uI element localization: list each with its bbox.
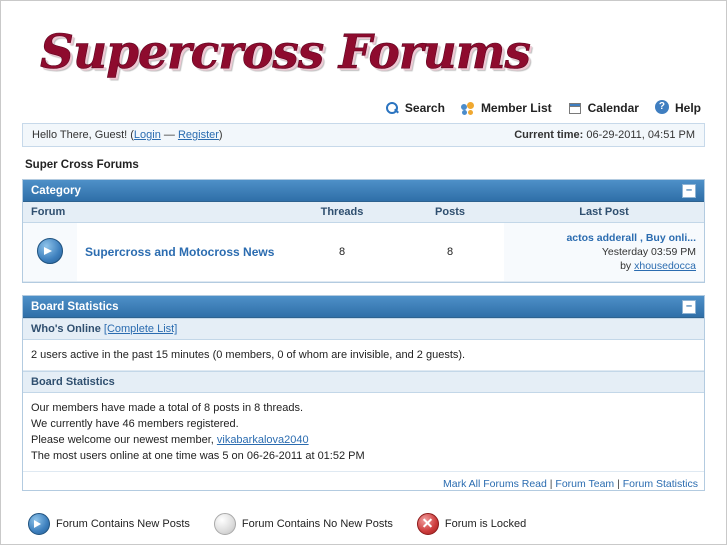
category-block-header xyxy=(23,180,704,202)
welcome-greeting-end: ) xyxy=(218,129,223,141)
collapse-category-button[interactable]: – xyxy=(682,184,696,198)
welcome-greeting-text: Hello There, Guest! ( xyxy=(32,129,134,141)
forum-link[interactable]: Supercross and Motocross News xyxy=(85,245,275,259)
current-time-label: Current time: xyxy=(514,129,584,141)
footer-sep-2: | xyxy=(614,478,623,490)
forum-statistics-link[interactable]: Forum Statistics xyxy=(622,478,698,490)
legend-no-new-posts xyxy=(214,513,393,535)
last-post-author-line xyxy=(620,260,696,272)
column-posts: Posts xyxy=(396,202,504,223)
board-statistics-subheader: Board Statistics xyxy=(23,371,704,393)
nav-member-list-label: Member List xyxy=(480,101,552,115)
register-link[interactable]: Register xyxy=(177,129,219,141)
whos-online-header xyxy=(23,318,704,340)
current-time-value: 06-29-2011, 04:51 PM xyxy=(586,129,695,141)
whos-online-text: 2 users active in the past 15 minutes (0 members, 0 of whom are invisible, and 2 guests). xyxy=(23,340,704,371)
complete-list-link[interactable]: [Complete List] xyxy=(103,323,178,335)
category-block xyxy=(22,179,705,283)
nav-calendar-label: Calendar xyxy=(587,101,639,115)
nav-search[interactable] xyxy=(385,101,445,116)
newest-member-link[interactable]: vikabarkalova2040 xyxy=(216,434,309,446)
legend-locked-label: Forum is Locked xyxy=(444,518,527,530)
stat-line-record: The most users online at one time was 5 on 06-26-2011 at 01:52 PM xyxy=(31,450,365,462)
login-link[interactable]: Login xyxy=(133,129,161,141)
current-time xyxy=(514,129,695,141)
whos-online-complete-list xyxy=(104,323,177,335)
column-threads: Threads xyxy=(288,202,396,223)
welcome-bar xyxy=(22,123,705,147)
stat-line-members: We currently have 46 members registered. xyxy=(31,418,239,430)
forum-team-link[interactable]: Forum Team xyxy=(555,478,615,490)
last-post-title-link[interactable]: actos adderall , Buy onli... xyxy=(566,232,696,244)
forum-locked-icon xyxy=(417,513,439,535)
forum-footer-links xyxy=(23,472,704,490)
page-inner xyxy=(22,1,705,535)
help-icon xyxy=(655,101,670,116)
legend-no-new-posts-label: Forum Contains No New Posts xyxy=(241,518,393,530)
forum-status-cell xyxy=(23,223,77,282)
collapse-statistics-button[interactable]: – xyxy=(682,300,696,314)
nav-member-list[interactable] xyxy=(461,101,552,116)
forum-new-posts-icon[interactable] xyxy=(37,238,63,264)
mark-all-forums-read-link[interactable]: Mark All Forums Read xyxy=(442,478,547,490)
forum-threads-count: 8 xyxy=(288,223,396,282)
board-statistics-title: Board Statistics xyxy=(31,300,119,313)
forum-posts-count: 8 xyxy=(396,223,504,282)
forum-new-posts-icon xyxy=(28,513,50,535)
forum-legend xyxy=(22,503,705,535)
table-row xyxy=(23,223,704,282)
last-post-time: Yesterday 03:59 PM xyxy=(601,246,696,258)
column-forum: Forum xyxy=(23,202,288,223)
column-last-post: Last Post xyxy=(504,202,704,223)
nav-help[interactable] xyxy=(655,101,701,116)
legend-new-posts xyxy=(28,513,190,535)
whos-online-label: Who's Online xyxy=(31,323,101,335)
calendar-icon xyxy=(568,101,583,116)
stat-line-posts: Our members have made a total of 8 posts in 8 threads. xyxy=(31,402,304,414)
nav-search-label: Search xyxy=(404,101,445,115)
welcome-greeting xyxy=(32,129,223,141)
board-statistics-block xyxy=(22,295,705,491)
forum-table xyxy=(23,202,704,282)
last-post-author-link[interactable]: xhousedocca xyxy=(634,260,696,272)
last-post-by-label: by xyxy=(620,260,635,272)
welcome-separator: — xyxy=(160,129,178,141)
legend-new-posts-label: Forum Contains New Posts xyxy=(56,518,190,530)
forum-table-header-row xyxy=(23,202,704,223)
nav-help-label: Help xyxy=(674,101,701,115)
members-icon xyxy=(461,101,476,116)
board-statistics-text xyxy=(23,393,704,472)
board-statistics-header xyxy=(23,296,704,318)
legend-locked xyxy=(417,513,526,535)
stat-line-newest-member xyxy=(31,432,696,448)
forum-no-new-posts-icon xyxy=(214,513,236,535)
breadcrumb[interactable]: Super Cross Forums xyxy=(25,159,139,171)
nav-calendar[interactable] xyxy=(568,101,639,116)
category-title: Category xyxy=(31,184,81,197)
footer-sep-1: | xyxy=(546,478,556,490)
forum-name-cell xyxy=(77,223,288,282)
top-navigation xyxy=(22,95,705,121)
forum-last-post-cell xyxy=(504,223,704,282)
site-logo[interactable] xyxy=(22,9,705,95)
search-icon xyxy=(385,101,400,116)
site-logo-text: Supercross Forums xyxy=(40,24,530,80)
welcome-newest-prefix: Please welcome our newest member, xyxy=(31,434,217,446)
